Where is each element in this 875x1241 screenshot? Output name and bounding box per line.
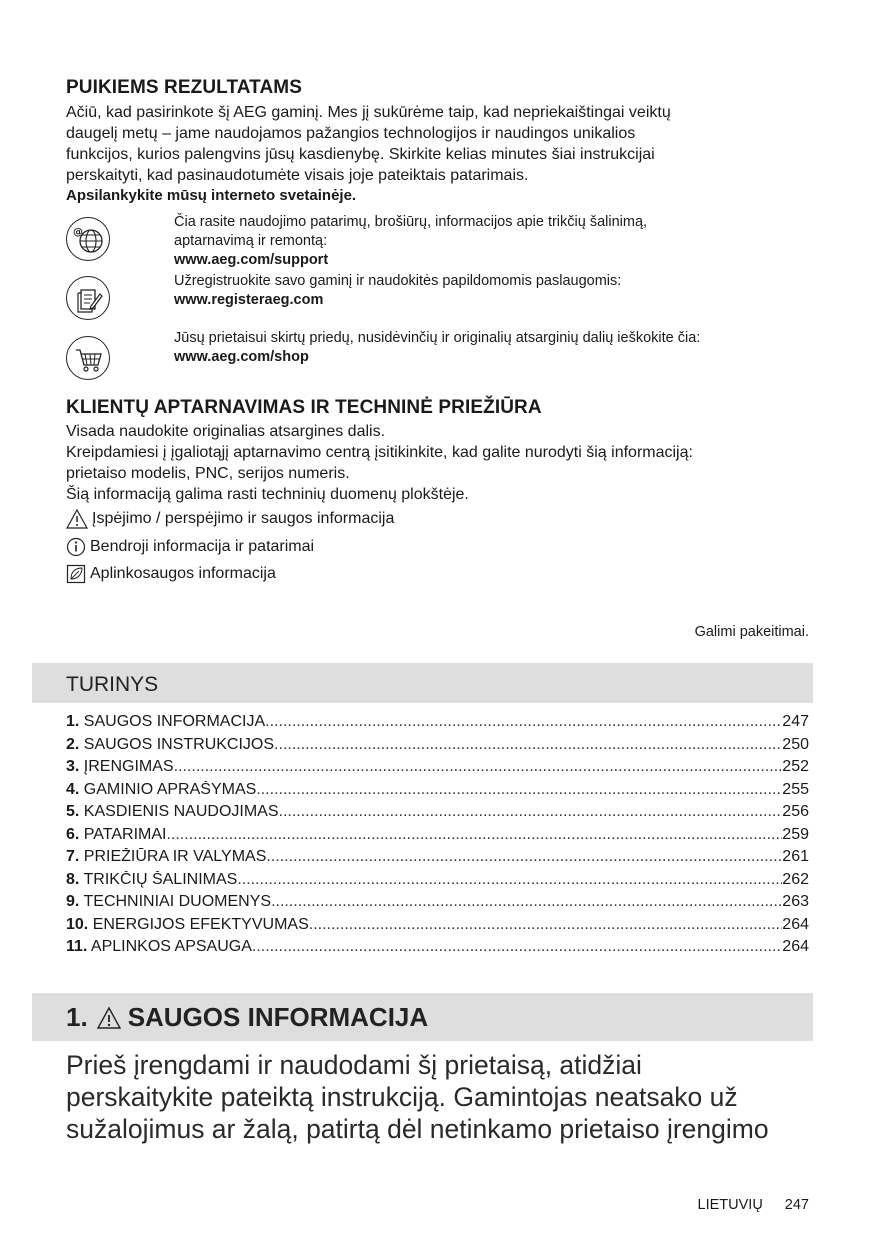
toc-num: 2.: [66, 736, 80, 753]
toc-label: PATARIMAI: [83, 826, 167, 843]
toc-label: GAMINIO APRAŠYMAS: [83, 781, 257, 798]
footer-page-number: 247: [784, 1197, 809, 1213]
toc-page: 259: [782, 826, 809, 843]
toc-header-band: [32, 663, 813, 703]
register-document-icon: [66, 276, 110, 320]
toc-num: 5.: [66, 803, 80, 820]
toc-label: SAUGOS INFORMACIJA: [83, 713, 266, 730]
toc-item[interactable]: [66, 938, 809, 960]
support-text: [174, 213, 647, 270]
toc-item[interactable]: [66, 781, 809, 803]
warning-triangle-icon: [66, 508, 88, 530]
globe-at-icon: [66, 217, 110, 261]
toc-page: 263: [782, 893, 809, 910]
toc-num: 4.: [66, 781, 80, 798]
service-line: Visada naudokite originalias atsargines dalis.: [66, 423, 386, 440]
toc-item[interactable]: [66, 736, 809, 758]
service-line: Kreipdamiesi į įgaliotąjį aptarnavimo centrą įsitikinkite, kad galite nurodyti šią informaciją:: [66, 444, 693, 461]
toc-num: 7.: [66, 848, 80, 865]
service-title: KLIENTŲ APTARNAVIMAS IR TECHNINĖ PRIEŽIŪRA: [66, 397, 542, 418]
toc-num: 8.: [66, 871, 80, 888]
support-line: Čia rasite naudojimo patarimų, brošiūrų, informacijos apie trikčių šalinimą,: [174, 214, 648, 230]
legend-info: [66, 536, 314, 558]
shopping-cart-icon: [66, 336, 110, 380]
legend-warning-text: Įspėjimo / perspėjimo ir saugos informacija: [92, 510, 395, 527]
service-line: Šią informaciją galima rasti techninių duomenų plokštėje.: [66, 486, 469, 503]
warning-triangle-icon: [96, 1005, 122, 1031]
toc-page: 262: [782, 871, 809, 888]
section1-number: 1.: [66, 1002, 88, 1032]
toc-page: 264: [782, 916, 809, 933]
changes-note: Galimi pakeitimai.: [694, 624, 809, 640]
register-line: Užregistruokite savo gaminį ir naudokitės papildomomis paslaugomis:: [174, 273, 622, 289]
intro-paragraph: [66, 102, 671, 186]
toc-page: 256: [782, 803, 809, 820]
toc-page: 252: [782, 758, 809, 775]
legend-info-text: Bendroji informacija ir patarimai: [90, 538, 315, 555]
page-footer: [698, 1197, 809, 1213]
toc-page: 247: [782, 713, 809, 730]
register-link[interactable]: www.registeraeg.com: [174, 292, 324, 308]
support-line: aptarnavimą ir remontą:: [174, 233, 328, 249]
leaf-icon: [66, 563, 86, 585]
toc-item[interactable]: [66, 803, 809, 825]
section1-intro: [66, 1049, 769, 1145]
toc-item[interactable]: [66, 848, 809, 870]
shop-text: [174, 329, 700, 367]
toc-num: 9.: [66, 893, 80, 910]
info-icon: [66, 536, 86, 558]
shop-line: Jūsų prietaisui skirtų priedų, nusidėvinčių ir originalių atsarginių dalių ieškokite čia:: [174, 330, 701, 346]
register-text: [174, 272, 621, 310]
toc-label: ĮRENGIMAS: [83, 758, 174, 775]
toc-title: TURINYS: [66, 673, 159, 696]
intro-line: funkcijos, kurios palengvins jūsų kasdienybę. Skirkite kelias minutes šiai instrukcijai: [66, 146, 655, 163]
legend-environment-text: Aplinkosaugos informacija: [90, 565, 276, 582]
toc-item[interactable]: [66, 758, 809, 780]
toc-item[interactable]: [66, 893, 809, 915]
footer-language: LIETUVIŲ: [697, 1197, 763, 1213]
toc-num: 1.: [66, 713, 80, 730]
toc-num: 11.: [66, 938, 88, 955]
toc-label: SAUGOS INSTRUKCIJOS: [83, 736, 275, 753]
toc-num: 6.: [66, 826, 80, 843]
toc-label: KASDIENIS NAUDOJIMAS: [83, 803, 279, 820]
section1-line: sužalojimus ar žalą, patirtą dėl netinkamo prietaiso įrengimo: [66, 1114, 769, 1144]
toc-page: 264: [782, 938, 809, 955]
toc-num: 10.: [66, 916, 89, 933]
intro-line: perskaityti, kad pasinaudotumėte visais joje pateiktais patarimais.: [66, 167, 529, 184]
toc-item[interactable]: [66, 826, 809, 848]
section1-line: Prieš įrengdami ir naudodami šį prietaisą, atidžiai: [66, 1050, 642, 1080]
intro-line: Ačiū, kad pasirinkote šį AEG gaminį. Mes jį sukūrėme taip, kad nepriekaištingai veiktų: [66, 104, 671, 121]
shop-link[interactable]: www.aeg.com/shop: [174, 349, 309, 365]
service-line: prietaiso modelis, PNC, serijos numeris.: [66, 465, 350, 482]
toc-page: 261: [782, 848, 809, 865]
toc-label: ENERGIJOS EFEKTYVUMAS: [92, 916, 309, 933]
toc-label: TRIKČIŲ ŠALINIMAS: [83, 871, 238, 888]
section1-title: SAUGOS INFORMACIJA: [127, 1002, 429, 1032]
toc-page: 250: [782, 736, 809, 753]
service-paragraph: [66, 421, 693, 505]
legend-warning: [66, 508, 394, 530]
toc-item[interactable]: [66, 713, 809, 735]
section1-heading: [66, 1002, 428, 1033]
toc-num: 3.: [66, 758, 80, 775]
toc-page: 255: [782, 781, 809, 798]
legend-environment: [66, 563, 276, 585]
toc-label: TECHNINIAI DUOMENYS: [83, 893, 272, 910]
toc-label: APLINKOS APSAUGA: [90, 938, 252, 955]
svg-text:@: @: [73, 227, 83, 238]
intro-line: daugelį metų – jame naudojamos pažangios technologijos ir naudingos unikalios: [66, 125, 636, 142]
intro-title: PUIKIEMS REZULTATAMS: [66, 77, 302, 98]
support-link[interactable]: www.aeg.com/support: [174, 252, 329, 268]
section1-header-band: [32, 993, 813, 1041]
visit-label: Apsilankykite mūsų interneto svetainėje.: [66, 187, 357, 204]
section1-line: perskaitykite pateiktą instrukciją. Gamintojas neatsako už: [66, 1082, 738, 1112]
toc-label: PRIEŽIŪRA IR VALYMAS: [83, 848, 267, 865]
toc-item[interactable]: [66, 871, 809, 893]
toc-item[interactable]: [66, 916, 809, 938]
